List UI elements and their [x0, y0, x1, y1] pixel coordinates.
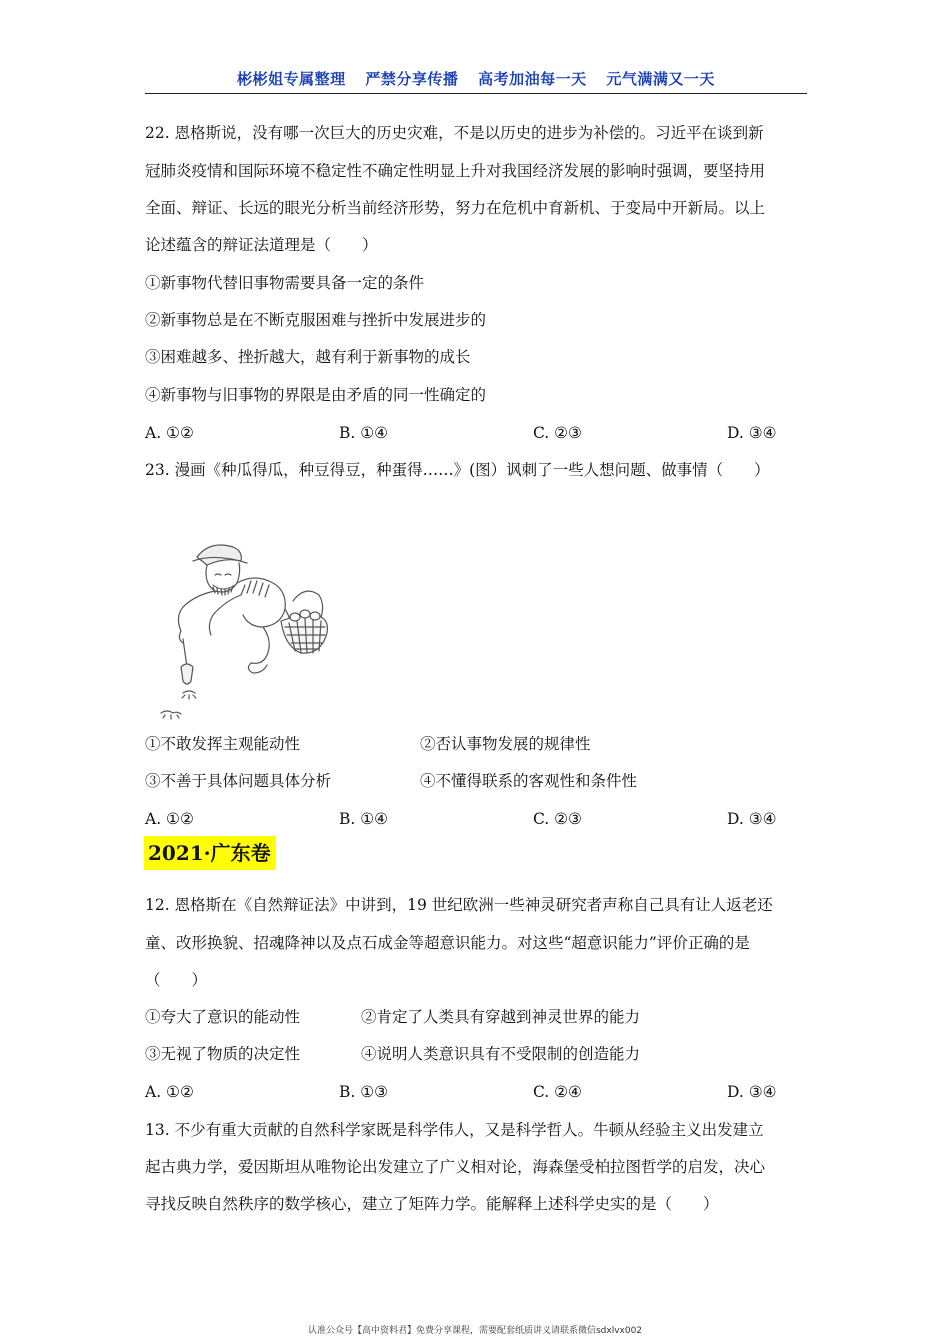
q12-statement: ②肯定了人类具有穿越到神灵世界的能力 — [361, 1008, 641, 1026]
q22-option-a: A. ①② — [145, 424, 194, 442]
page-footer: 认准公众号【高中资料君】免费分享课程，需要配套纸质讲义请联系微信sdxlvx002 — [307, 1326, 643, 1336]
q12-statement: ①夸大了意识的能动性 — [145, 1008, 301, 1026]
header-item: 元气满满又一天 — [606, 70, 715, 88]
cartoon-figure — [155, 535, 335, 720]
q23-option-a: A. ①② — [145, 810, 194, 828]
q23-stem: 23. 漫画《种瓜得瓜，种豆得豆，种蛋得……》(图）讽刺了一些人想问题、做事情（ ） — [145, 461, 770, 479]
q23-statement: ④不懂得联系的客观性和条件性 — [420, 772, 638, 790]
q23-statement: ②否认事物发展的规律性 — [420, 735, 591, 753]
q12-stem-line: 童、改形换貌、招魂降神以及点石成金等超意识能力。对这些“超意识能力”评价正确的是 — [145, 934, 750, 952]
q22-statement: ③困难越多、挫折越大，越有利于新事物的成长 — [145, 348, 471, 366]
q22-stem-line: 全面、辩证、长远的眼光分析当前经济形势，努力在危机中育新机、于变局中开新局。以上 — [145, 199, 766, 217]
section-title: 2021·广东卷 — [144, 836, 276, 870]
q23-option-d: D. ③④ — [727, 810, 777, 828]
q12-option-d: D. ③④ — [727, 1083, 777, 1101]
q22-statement: ②新事物总是在不断克服困难与挫折中发展进步的 — [145, 311, 487, 329]
q12-stem-line: （ ） — [145, 971, 208, 989]
q13-stem-line: 寻找反映自然秩序的数学核心，建立了矩阵力学。能解释上述科学史实的是（ ） — [145, 1195, 719, 1213]
q22-stem-line: 论述蕴含的辩证法道理是（ ） — [145, 236, 378, 254]
q22-option-d: D. ③④ — [727, 424, 777, 442]
page-header — [145, 68, 807, 89]
q23-option-c: C. ②③ — [533, 810, 582, 828]
q12-stem-line: 12. 恩格斯在《自然辩证法》中讲到，19 世纪欧洲一些神灵研究者声称自己具有让人返老还 — [145, 896, 773, 914]
q13-stem-line: 起古典力学，爱因斯坦从唯物论出发建立了广义相对论，海森堡受柏拉图哲学的启发，决心 — [145, 1158, 766, 1176]
header-item: 严禁分享传播 — [365, 70, 459, 88]
q12-statement: ③无视了物质的决定性 — [145, 1045, 301, 1063]
q22-stem-line: 冠肺炎疫情和国际环境不稳定性不确定性明显上升对我国经济发展的影响时强调，要坚持用 — [145, 162, 766, 180]
header-divider — [145, 93, 807, 94]
q22-statement: ①新事物代替旧事物需要具备一定的条件 — [145, 274, 425, 292]
q22-option-c: C. ②③ — [533, 424, 582, 442]
q12-option-b: B. ①③ — [339, 1083, 389, 1101]
header-item: 彬彬姐专属整理 — [237, 70, 346, 88]
q22-statement: ④新事物与旧事物的界限是由矛盾的同一性确定的 — [145, 386, 487, 404]
q22-option-b: B. ①④ — [339, 424, 389, 442]
q23-statement: ③不善于具体问题具体分析 — [145, 772, 332, 790]
q13-stem-line: 13. 不少有重大贡献的自然科学家既是科学伟人，又是科学哲人。牛顿从经验主义出发建立 — [145, 1121, 764, 1139]
q12-statement: ④说明人类意识具有不受限制的创造能力 — [361, 1045, 641, 1063]
q22-stem-line: 22. 恩格斯说，没有哪一次巨大的历史灾难，不是以历史的进步为补偿的。习近平在谈到新 — [145, 124, 764, 142]
q12-option-a: A. ①② — [145, 1083, 194, 1101]
q12-option-c: C. ②④ — [533, 1083, 582, 1101]
q23-statement: ①不敢发挥主观能动性 — [145, 735, 301, 753]
header-item: 高考加油每一天 — [478, 70, 587, 88]
q23-option-b: B. ①④ — [339, 810, 389, 828]
